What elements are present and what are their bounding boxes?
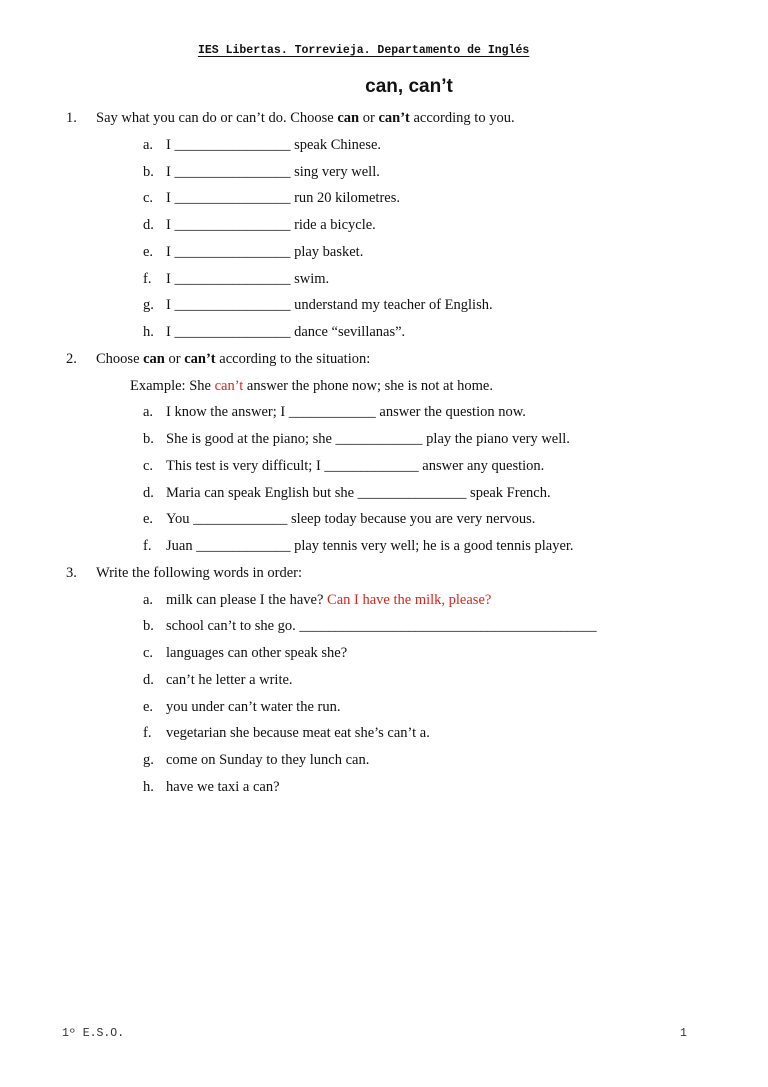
item-text: I ________________ swim. bbox=[166, 270, 330, 287]
exercise-item bbox=[166, 296, 493, 314]
instruction-text: according to the situation: bbox=[215, 350, 371, 367]
keyword: can’t bbox=[378, 110, 410, 126]
item-letter: f. bbox=[143, 538, 152, 554]
exercise-item bbox=[166, 270, 329, 288]
exercise-item bbox=[166, 617, 597, 635]
exercise-item bbox=[166, 163, 380, 181]
item-letter: a. bbox=[143, 136, 154, 153]
item-text: I know the answer; I ____________ answer the question now. bbox=[166, 404, 526, 421]
item-letter: b. bbox=[143, 431, 154, 447]
exercise-item bbox=[166, 778, 280, 796]
exercise-item bbox=[166, 751, 369, 769]
item-letter: d. bbox=[143, 671, 154, 688]
exercise-item bbox=[166, 189, 400, 207]
item-text: I ________________ understand my teacher of English. bbox=[166, 297, 493, 314]
item-text: school can’t to she go. _________________________________________ bbox=[166, 618, 597, 635]
item-letter: a. bbox=[143, 591, 154, 608]
item-letter: a. bbox=[143, 404, 154, 421]
exercise-item bbox=[166, 724, 430, 742]
exercise-item bbox=[166, 537, 574, 555]
footer-level: 1º E.S.O. bbox=[62, 1027, 125, 1040]
exercise-item bbox=[166, 457, 544, 475]
item-answer: Can I have the milk, please? bbox=[327, 591, 492, 608]
keyword: can bbox=[143, 350, 165, 367]
exercise-item bbox=[166, 698, 340, 716]
instruction-text: Write the following words in order: bbox=[96, 564, 302, 581]
item-letter: h. bbox=[143, 324, 154, 340]
item-letter: e. bbox=[143, 511, 154, 528]
item-text: Maria can speak English but she _______________ speak French. bbox=[166, 484, 551, 501]
item-text: I ________________ dance “sevillanas”. bbox=[166, 324, 406, 340]
item-text: I ________________ play basket. bbox=[166, 243, 364, 260]
item-text: I ________________ ride a bicycle. bbox=[166, 217, 376, 233]
document-header: IES Libertas. Torrevieja. Departamento de Inglés bbox=[198, 44, 530, 57]
exercise-item bbox=[166, 403, 526, 421]
exercise-item bbox=[166, 671, 293, 689]
exercise-instruction bbox=[96, 350, 370, 368]
exercise-number: 3. bbox=[66, 564, 77, 581]
exercise-item bbox=[166, 243, 363, 261]
item-text: I ________________ speak Chinese. bbox=[166, 136, 382, 153]
keyword: can bbox=[337, 110, 360, 126]
item-text: Juan _____________ play tennis very well; he is a good tennis player. bbox=[166, 538, 574, 554]
exercise-instruction bbox=[96, 109, 515, 127]
exercise-item bbox=[166, 430, 570, 448]
instruction-text: Say what you can do or can’t do. Choose bbox=[96, 110, 338, 126]
item-text: She is good at the piano; she ____________ play the piano very well. bbox=[166, 431, 570, 447]
example-sentence bbox=[130, 377, 493, 395]
exercise-item bbox=[166, 484, 551, 502]
item-text: can’t he letter a write. bbox=[166, 671, 293, 688]
item-letter: e. bbox=[143, 243, 154, 260]
exercise-item bbox=[166, 323, 405, 341]
exercise-item bbox=[166, 136, 381, 154]
item-letter: c. bbox=[143, 190, 154, 207]
exercise-item bbox=[166, 644, 347, 662]
item-letter: d. bbox=[143, 217, 154, 233]
item-letter: c. bbox=[143, 645, 154, 661]
item-text: have we taxi a can? bbox=[166, 778, 280, 795]
item-text: I ________________ sing very well. bbox=[166, 163, 380, 180]
item-letter: b. bbox=[143, 163, 154, 180]
item-letter: f. bbox=[143, 725, 152, 742]
item-text: I ________________ run 20 kilometres. bbox=[166, 190, 400, 207]
exercise-item bbox=[166, 216, 376, 234]
item-letter: g. bbox=[143, 297, 154, 314]
keyword: can’t bbox=[184, 350, 216, 367]
exercise-instruction bbox=[96, 564, 302, 582]
example-prefix: Example: She bbox=[130, 377, 215, 394]
item-text: vegetarian she because meat eat she’s can’t a. bbox=[166, 725, 430, 742]
item-letter: b. bbox=[143, 618, 154, 635]
item-letter: g. bbox=[143, 752, 154, 768]
exercise-item bbox=[166, 510, 535, 528]
exercise-item bbox=[166, 591, 491, 609]
instruction-text: according to you. bbox=[409, 110, 515, 126]
page-title: can, can’t bbox=[365, 76, 453, 97]
exercise-number: 1. bbox=[66, 110, 77, 126]
item-letter: f. bbox=[143, 270, 152, 287]
page-number: 1 bbox=[680, 1027, 687, 1040]
instruction-text: or bbox=[359, 110, 379, 126]
example-suffix: answer the phone now; she is not at home. bbox=[243, 377, 493, 394]
exercise-number: 2. bbox=[66, 350, 77, 367]
item-text: languages can other speak she? bbox=[166, 645, 348, 661]
instruction-text: or bbox=[164, 350, 185, 367]
item-letter: h. bbox=[143, 778, 154, 795]
item-text: This test is very difficult; I _____________ answer any question. bbox=[166, 457, 545, 474]
item-text: you under can’t water the run. bbox=[166, 698, 341, 715]
item-letter: d. bbox=[143, 484, 154, 501]
example-answer: can’t bbox=[214, 377, 244, 394]
item-text: You _____________ sleep today because you are very nervous. bbox=[166, 511, 536, 528]
item-letter: e. bbox=[143, 698, 154, 715]
item-text: milk can please I the have? bbox=[166, 591, 328, 608]
item-letter: c. bbox=[143, 457, 154, 474]
instruction-text: Choose bbox=[96, 350, 144, 367]
item-text: come on Sunday to they lunch can. bbox=[166, 752, 370, 768]
